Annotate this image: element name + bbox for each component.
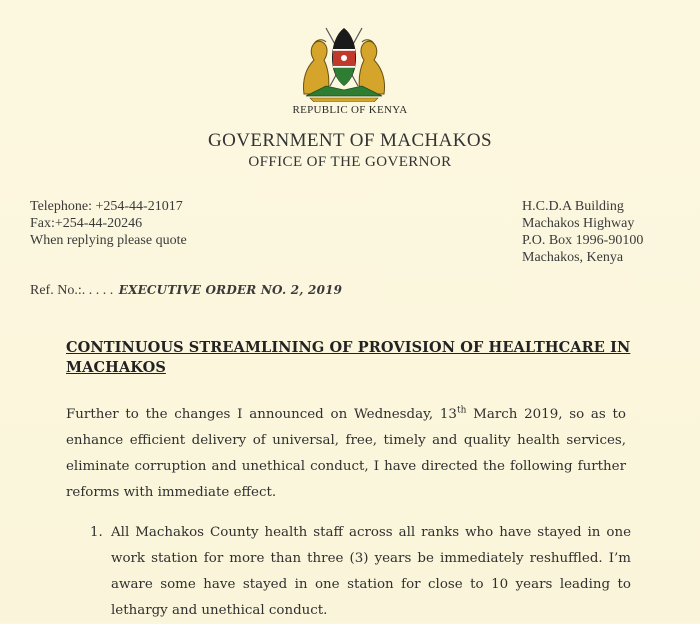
intro-text-end: March 2019, so as to enhance efficient delivery of universal, free, timely and quality health services, eliminate corruption and unethical conduct, I have directed the following further reforms with immediate effect. [66,407,626,500]
address-line-2: Machakos Highway [522,216,635,231]
office-title: OFFICE OF THE GOVERNOR [248,154,452,170]
address-block [522,198,643,266]
telephone-line: Telephone: +254-44-21017 [30,199,183,214]
reference-row [30,283,342,299]
intro-superscript: th [456,405,467,416]
fax-line: Fax:+254-44-20246 [30,216,143,231]
intro-text-start: Further to the changes I announced on Wednesday, 13 [66,407,457,422]
list-item-number: 1. [90,525,103,540]
address-line-4: Machakos, Kenya [522,250,624,265]
government-title: GOVERNMENT OF MACHAKOS [208,130,492,151]
reference-value: EXECUTIVE ORDER NO. 2, 2019 [118,283,343,297]
document-heading: CONTINUOUS STREAMLINING OF PROVISION OF HEALTHCARE IN MACHAKOS [66,339,631,376]
address-line-3: P.O. Box 1996-90100 [522,233,644,248]
intro-paragraph [66,402,626,506]
contact-left-block [30,198,187,249]
reference-label: Ref. No.:. . . . . [30,283,114,298]
coat-of-arms-icon [296,20,392,102]
republic-label: REPUBLIC OF KENYA [292,104,408,116]
address-line-1: H.C.D.A Building [522,199,624,214]
reply-line: When replying please quote [30,233,187,248]
list-item-text: All Machakos County health staff across all ranks who have stayed in one work station for more than three (3) years be immediately reshuffled. I’m aware some have stayed in one station for close to 10 years leading to lethargy and unethical conduct. [111,525,631,618]
